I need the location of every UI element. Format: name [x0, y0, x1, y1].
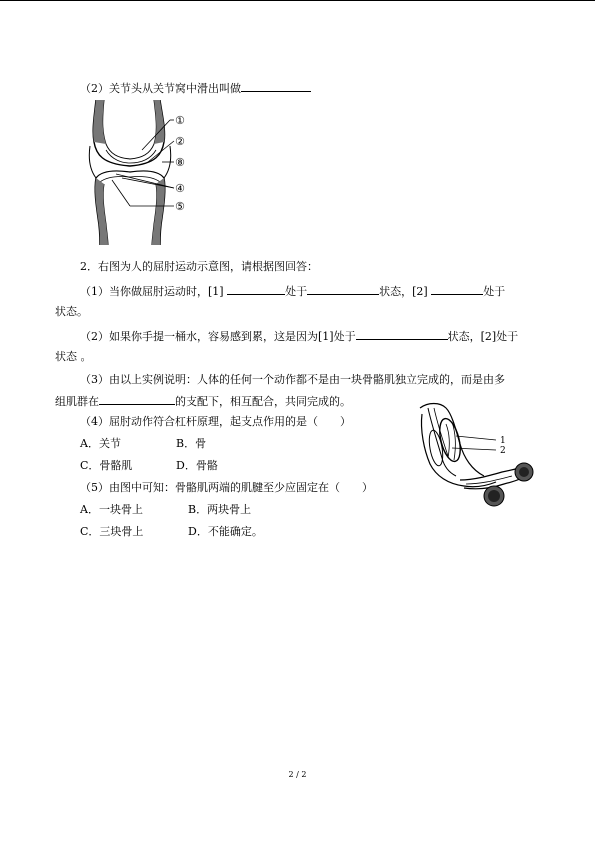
joint-label-2: ②: [175, 135, 185, 148]
q2-intro: 2．右图为人的屈肘运动示意图，请根据图回答：: [80, 260, 318, 273]
arm-label-1: 1: [500, 436, 506, 446]
q2-p2-text-b: 状态，[2]处于: [447, 330, 519, 343]
answer-blank[interactable]: [431, 283, 483, 295]
q2-p1-text-d: 处于: [483, 285, 506, 298]
q2-p5-question: （5）由图中可知：骨骼肌两端的肌腱至少应固定在（ ）: [80, 481, 373, 494]
q1-part2-line: [80, 80, 311, 96]
knee-joint-diagram: [82, 100, 194, 245]
q2-p5-option-b[interactable]: B．两块骨上: [188, 503, 252, 516]
q2-p4-question: （4）屈肘动作符合杠杆原理，起支点作用的是（ ）: [80, 415, 351, 428]
q2-p5-option-a[interactable]: A．一块骨上: [80, 503, 143, 516]
joint-label-3: ⑧: [175, 156, 185, 169]
q2-p5-option-c[interactable]: C．三块骨上: [80, 525, 144, 538]
arm-label-2: 2: [500, 446, 506, 456]
q2-p4-option-a[interactable]: A．关节: [80, 437, 121, 450]
joint-label-5: ⑤: [175, 200, 185, 213]
answer-blank[interactable]: [241, 80, 311, 92]
q2-p2-line: [80, 328, 518, 344]
answer-blank[interactable]: [356, 328, 448, 340]
q2-p3-text-c: 的支配下，相互配合，共同完成的。: [175, 395, 351, 408]
q2-p1-text-a: （1）当你做屈肘运动时，[1]: [80, 285, 224, 298]
joint-label-1: ①: [175, 114, 185, 127]
answer-blank[interactable]: [227, 283, 285, 295]
top-rule: [0, 0, 595, 1]
q2-p1-end: 状态。: [55, 305, 88, 318]
q2-p1-line: [80, 283, 505, 299]
q2-p2-text-a: （2）如果你手提一桶水，容易感到累，这是因为[1]处于: [80, 330, 356, 343]
q2-p2-end: 状态 。: [55, 350, 92, 363]
answer-blank[interactable]: [99, 393, 175, 405]
q2-p1-text-b: 处于: [285, 285, 308, 298]
answer-blank[interactable]: [307, 283, 379, 295]
q2-p4-option-b[interactable]: B．骨: [176, 437, 207, 450]
q2-p5-option-d[interactable]: D．不能确定。: [188, 525, 263, 538]
q2-p4-option-c[interactable]: C．骨骼肌: [80, 459, 133, 472]
q2-p3-line2: [55, 393, 351, 409]
q2-p1-text-c: 状态，[2]: [379, 285, 428, 298]
q1-part2-text: （2）关节头从关节窝中滑出叫做: [80, 82, 241, 95]
elbow-flexion-diagram: [412, 400, 540, 512]
page-number: 2 / 2: [288, 770, 307, 779]
q2-p4-option-d[interactable]: D．骨骼: [176, 459, 218, 472]
q2-p3-text-b: 组肌群在: [55, 395, 99, 408]
joint-label-4: ④: [175, 182, 185, 195]
q2-p3-line: （3）由以上实例说明：人体的任何一个动作都不是由一块骨骼肌独立完成的，而是由多: [80, 373, 505, 386]
